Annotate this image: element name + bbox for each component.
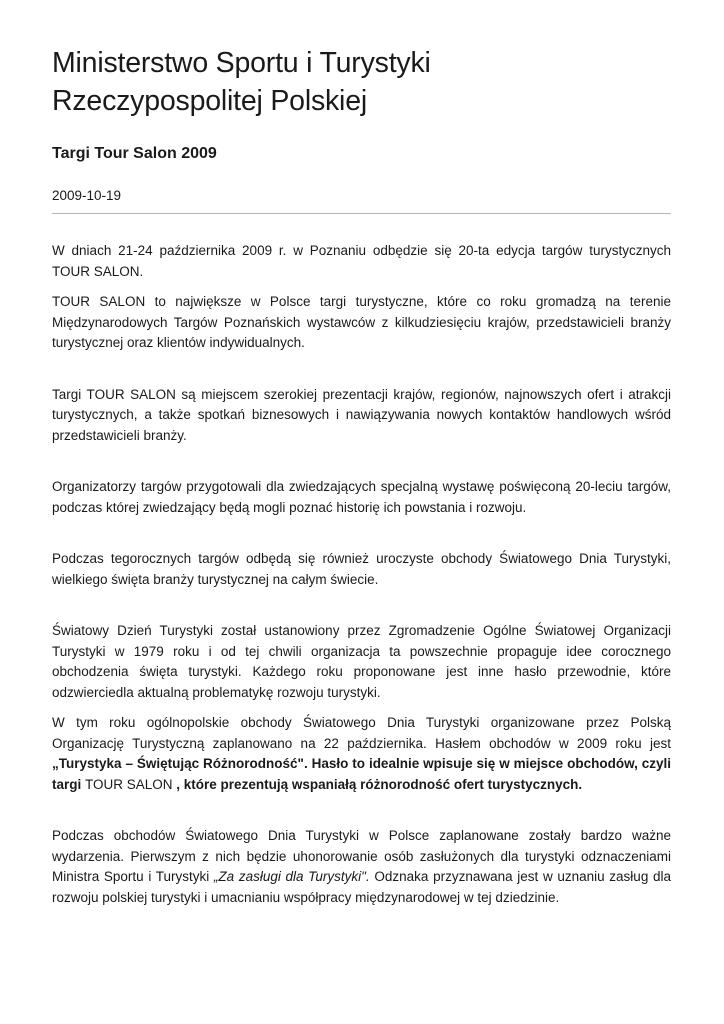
paragraph-4: Organizatorzy targów przygotowali dla zwiedzających specjalną wystawę poświęconą 20-leciu targów, podczas której zwiedzający będą mogli poznać historię ich powstania i rozwoju. xyxy=(52,479,671,515)
paragraph-7-closing-text: , które prezentują wspaniałą różnorodność ofert turystycznych. xyxy=(172,776,583,792)
paragraph-7-bold-text: Hasło to idealnie wpisuje się w miejsce obchodów, czyli targi xyxy=(52,756,671,792)
header-divider xyxy=(52,213,671,214)
organization-title-line1: Ministerstwo Sportu i Turystyki xyxy=(52,47,431,79)
paragraph-8-closing-text: Odznaka przyznawana jest w uznaniu zasług dla rozwoju polskiej turystyki i umacnianiu współpracy międzynarodowej w tej dziedzinie. xyxy=(52,869,671,905)
paragraph-3: Targi TOUR SALON są miejscem szerokiej prezentacji krajów, regionów, najnowszych ofert i atrakcji turystycznych, a także spotkań biznesowych i nawiązywania nowych kontaktów handlowych wśród przedstawicieli branży. xyxy=(52,386,671,443)
paragraph-8 xyxy=(52,826,671,908)
article-title: Targi Tour Salon 2009 xyxy=(52,145,217,162)
document-page xyxy=(52,44,671,908)
paragraph-1: W dniach 21-24 października 2009 r. w Poznaniu odbędzie się 20-ta edycja targów turystycznych TOUR SALON. xyxy=(52,243,671,279)
motto-text: „Turystyka – Świętując Różnorodność". xyxy=(52,756,308,771)
award-name: „Za zasługi dla Turystyki". xyxy=(213,869,370,884)
paragraph-6: Światowy Dzień Turystyki został ustanowiony przez Zgromadzenie Ogólne Światowej Organizacji Turystyki w 1979 roku i od tej chwili organizacja ta powszechnie propaguje idee corocznego obchodzenia święta turystyki. Każdego roku proponowane jest inne hasło przewodnie, które odzwierciedla aktualną problematykę rozwoju turystyki. xyxy=(52,623,671,700)
paragraph-7 xyxy=(52,713,671,795)
organization-title-line2: Rzeczypospolitej Polskiej xyxy=(52,85,367,117)
paragraph-8-text: Podczas obchodów Światowego Dnia Turystyki w Polsce zaplanowane zostały bardzo ważne wydarzenia. Pierwszym z nich będzie uhonorowanie osób zasłużonych dla turystyki odznaczeniami Ministra Sportu i Turystyki xyxy=(52,828,671,884)
paragraph-2: TOUR SALON to największe w Polsce targi turystyczne, które co roku gromadzą na terenie Międzynarodowych Targów Poznańskich wystawców z kilkudziesięciu krajów, przedstawicieli branży turystycznej oraz klientów indywidualnych. xyxy=(52,294,671,350)
article-date: 2009-10-19 xyxy=(52,188,122,203)
paragraph-5: Podczas tegorocznych targów odbędą się również uroczyste obchody Światowego Dnia Turystyki, wielkiego święta branży turystycznej na całym świecie. xyxy=(52,551,671,587)
article-body xyxy=(52,241,671,908)
organization-title xyxy=(52,44,671,120)
paragraph-7-text: W tym roku ogólnopolskie obchody Światowego Dnia Turystyki organizowane przez Polską Organizację Turystyczną zaplanowano na 22 października. Hasłem obchodów w 2009 roku jest xyxy=(52,715,671,751)
event-name: TOUR SALON xyxy=(85,776,173,792)
